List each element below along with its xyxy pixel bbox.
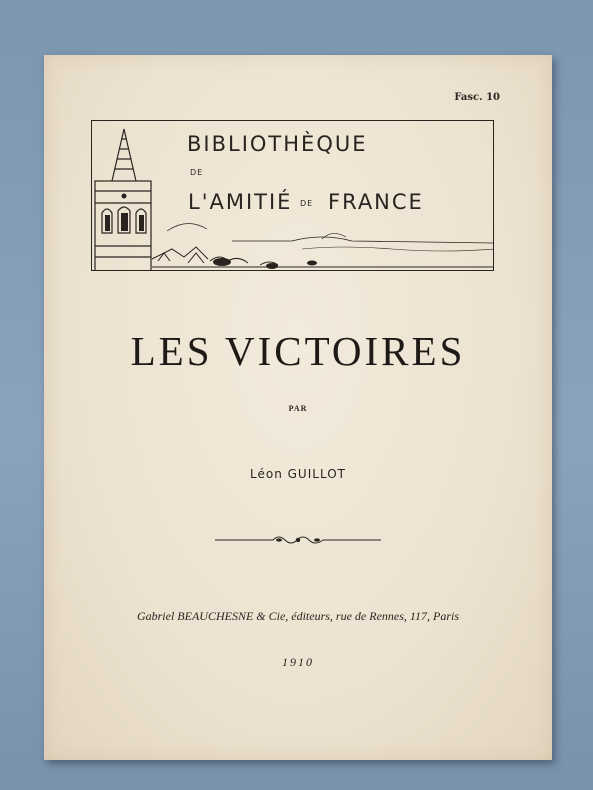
publisher-line: Gabriel BEAUCHESNE & Cie, éditeurs, rue de Rennes, 117, Paris [136,609,460,623]
series-banner [91,120,494,271]
series-title-line1: BIBLIOTHÈQUE [187,132,368,156]
fascicle-number: Fasc. 10 [454,92,500,103]
ornamental-divider [213,533,383,547]
series-title-line3: FRANCE [328,190,424,214]
series-title-line2: L'AMITIÉ [188,190,293,214]
by-label: PAR [288,404,308,413]
series-de-2: DE [300,199,314,208]
book-title: LES VICTOIRES [130,328,466,374]
author-name: Léon GUILLOT [250,467,346,481]
series-de-1: DE [190,168,204,177]
book-cover [44,55,552,760]
publication-year: 1910 [282,655,314,669]
